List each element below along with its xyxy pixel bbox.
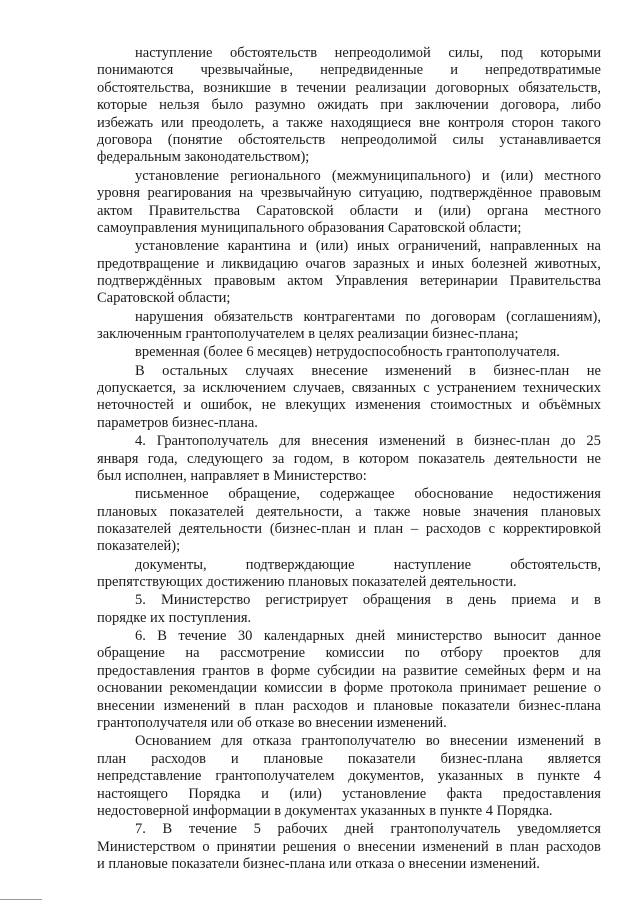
text-line: плановых показателей деятельности, а также новые значения плановых: [97, 503, 601, 520]
text-line: 5. Министерство регистрирует обращения в день приема и в: [135, 592, 601, 609]
text-line: препятствующих достижению плановых показателей деятельности.: [97, 574, 517, 591]
text-line: наступление обстоятельств непреодолимой силы, под которыми: [135, 45, 601, 61]
text-line: которые нельзя было разумно ожидать при заключении договора, либо: [97, 97, 601, 114]
text-line: установление регионального (межмуниципального) и (или) местного: [135, 167, 601, 184]
text-line: уровня реагирования на чрезвычайную ситуацию, подтверждённое правовым: [97, 185, 601, 202]
text-line: недостоверной информации в документах указанных в пункте 4 Порядка.: [97, 802, 553, 819]
text-line: заключенным грантополучателем в целях реализации бизнес-плана;: [97, 326, 519, 343]
text-line: показателей);: [97, 538, 181, 555]
text-line: самоуправления муниципального образования Саратовской области;: [97, 219, 522, 236]
text-line: Министерством о принятии решения о внесении изменений в план расходов: [97, 838, 601, 855]
text-line: нарушения обязательств контрагентами по договорам (соглашениям),: [135, 308, 601, 325]
text-line: избежать или преодолеть, а также находящиеся вне контроля сторон такого: [97, 114, 601, 131]
text-line: понимаются чрезвычайные, непредвиденные и непредотвратимые: [97, 62, 601, 79]
text-line: план расходов и плановые показатели бизнес-плана является: [97, 750, 601, 767]
text-line: января года, следующего за годом, в котором показатель деятельности не: [97, 450, 601, 467]
text-line: подтверждённых правовым актом Управления ветеринарии Правительства: [97, 273, 601, 289]
text-line: 6. В течение 30 календарных дней министерство выносит данное: [135, 628, 601, 644]
text-line: 4. Грантополучатель для внесения изменений в бизнес-план до 25: [135, 433, 601, 450]
text-line: непредставление грантополучателем документов, указанных в пункте 4: [97, 768, 601, 785]
text-line: обстоятельства, возникшие в течении реализации договорных обязательств,: [97, 79, 601, 96]
text-line: был исполнен, направляет в Министерство:: [97, 467, 367, 484]
text-line: предоставления грантов в форме субсидии на развитие семейных ферм и на: [97, 662, 601, 679]
text-line: В остальных случаях внесение изменений в бизнес-план не: [135, 362, 601, 379]
text-line: документы, подтверждающие наступление обстоятельств,: [135, 556, 601, 573]
text-line: федеральным законодательством);: [97, 149, 310, 166]
text-line: параметров бизнес-плана.: [97, 414, 258, 431]
text-line: основании рекомендации комиссии в форме протокола принимает решение о: [97, 680, 601, 697]
text-line: и плановые показатели бизнес-плана или отказа о внесении изменений.: [97, 856, 540, 872]
text-line: 7. В течение 5 рабочих дней грантополучатель уведомляется: [135, 821, 601, 838]
text-line: показателей деятельности (бизнес-план и план – расходов с корректировкой: [97, 521, 601, 537]
text-line: грантополучателя или об отказе во внесении изменений.: [97, 715, 447, 731]
text-line: предотвращение и ликвидацию очагов заразных и иных болезней животных,: [97, 255, 601, 272]
text-line: установление карантина и (или) иных ограничений, направленных на: [135, 238, 601, 255]
text-line: неточностей и ошибок, не влекущих изменения стоимостных и объёмных: [97, 397, 601, 414]
text-line: порядке их поступления.: [97, 609, 252, 626]
text-line: договора (понятие обстоятельств непреодолимой силы устанавливается: [97, 132, 601, 148]
text-line: актом Правительства Саратовской области и (или) органа местного: [97, 202, 601, 219]
text-line: Саратовской области;: [97, 290, 231, 307]
text-line: письменное обращение, содержащее обоснование недостижения: [135, 486, 601, 503]
text-line: настоящего Порядка и (или) установление факта предоставления: [97, 785, 601, 802]
text-line: обращение на рассмотрение комиссии по отбору проектов для: [97, 645, 601, 662]
text-line: Основанием для отказа грантополучателю во внесении изменений в: [135, 733, 601, 750]
page-edge-mark: [0, 899, 42, 900]
text-line: допускается, за исключением случаев, связанных с устранением технических: [97, 380, 601, 396]
text-line: внесении изменений в план расходов и плановые показатели бизнес-плана: [97, 697, 601, 714]
text-line: временная (более 6 месяцев) нетрудоспособность грантополучателя.: [135, 344, 560, 361]
